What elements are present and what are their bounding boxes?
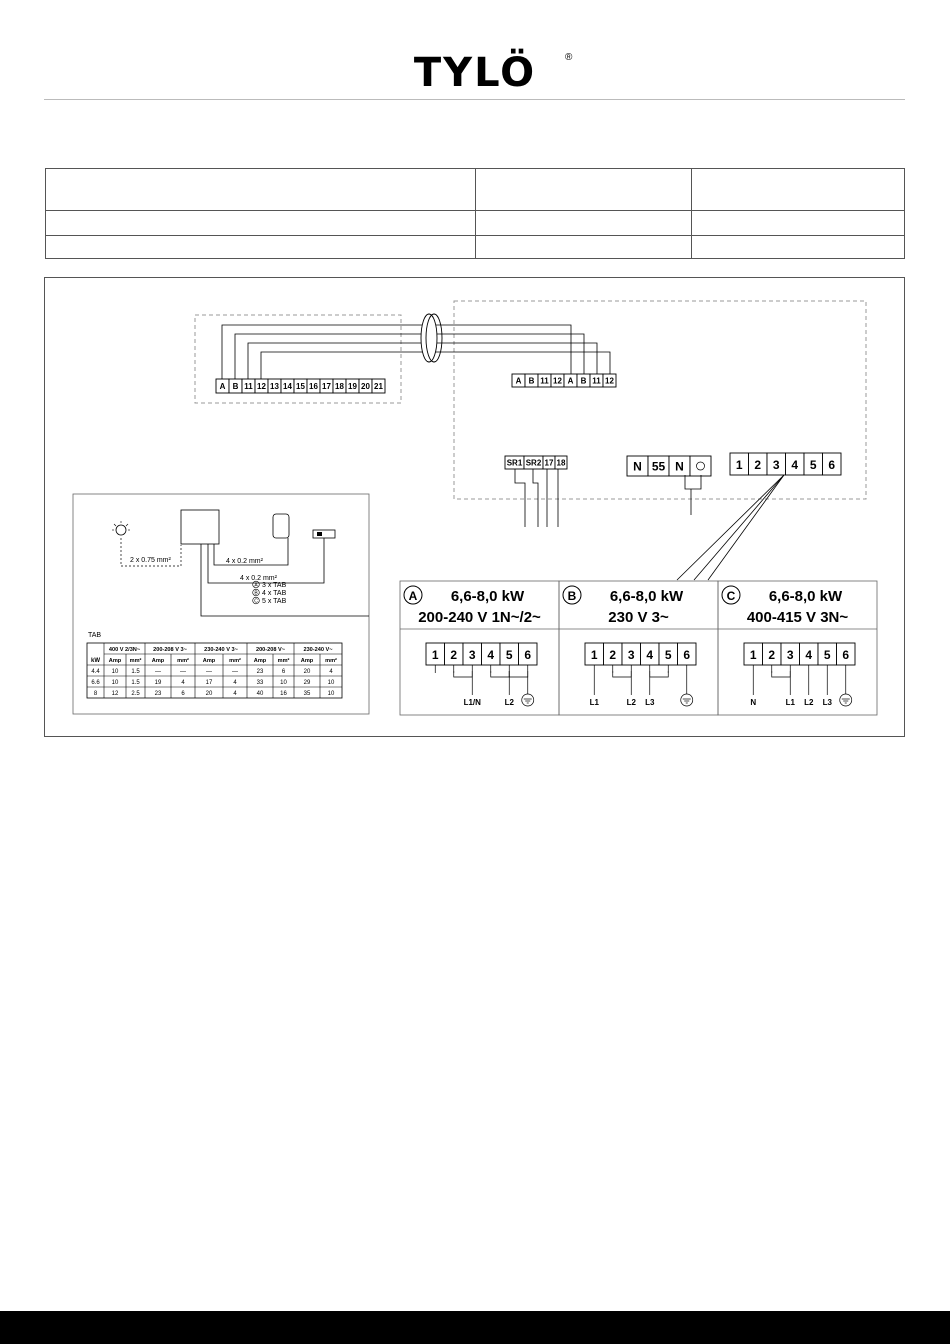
- cp-terminal-label: 21: [374, 382, 383, 392]
- connection-variant-c: [718, 581, 877, 715]
- mm-header: mm²: [277, 658, 290, 664]
- variant-voltage: 200-240 V 1N~/2~: [418, 609, 541, 626]
- spec-cell: [46, 211, 476, 236]
- tab-note-letter: A: [254, 582, 258, 589]
- cp-terminal-label: 14: [283, 382, 292, 392]
- variant-terminal-label: 5: [823, 647, 831, 662]
- cp-terminal-label: 12: [257, 382, 266, 392]
- table-cell: 4: [181, 680, 185, 686]
- brand-name: TYLÖ: [413, 50, 537, 92]
- switch-icon: [313, 530, 335, 538]
- table-cell: 10: [327, 680, 335, 686]
- variant-terminal-label: 6: [524, 647, 532, 662]
- variant-terminal-label: 2: [609, 647, 617, 662]
- table-cell: 16: [280, 691, 287, 697]
- kw-header: kW: [91, 658, 100, 664]
- light-lead: [685, 475, 701, 489]
- supply-terminals: [730, 453, 841, 475]
- wiring-diagram: [44, 277, 905, 737]
- table-cell: 23: [256, 669, 264, 675]
- connection-variant-b: [559, 581, 718, 715]
- supply-terminal-label: 6: [828, 457, 836, 472]
- variant-power: 6,6-8,0 kW: [768, 588, 843, 605]
- variant-terminal-label: 6: [842, 647, 850, 662]
- brand-logo: [0, 48, 950, 92]
- amp-header: Amp: [151, 658, 165, 664]
- variant-terminal-label: 3: [786, 647, 794, 662]
- spec-cell: [476, 169, 692, 211]
- table-cell: 10: [111, 680, 119, 686]
- lamp-icon: [112, 521, 130, 535]
- supply-terminal-label: 3: [772, 457, 780, 472]
- tab-note: 5 x TAB: [262, 598, 287, 605]
- table-cell: 35: [303, 691, 311, 697]
- heater-bus-terminals: [512, 374, 616, 387]
- phase-label: L1: [785, 698, 795, 707]
- light-terminals: [627, 456, 711, 476]
- phase-label: L3: [645, 698, 655, 707]
- voltage-group-header: 200-208 V 3~: [153, 647, 187, 653]
- cable-panel-label: 4 x 0.2 mm²: [240, 575, 277, 582]
- earth-icon: [840, 694, 852, 706]
- tab-note-letter: B: [254, 590, 258, 597]
- contactor-box-icon: [181, 510, 219, 544]
- voltage-group-header: 230-240 V~: [303, 647, 333, 653]
- variant-letter: B: [567, 589, 577, 603]
- spec-cell: [476, 236, 692, 259]
- footer-bar: [0, 1311, 950, 1344]
- table-cell: 23: [154, 691, 162, 697]
- spec-cell: [46, 169, 476, 211]
- table-cell: 6: [181, 691, 185, 697]
- control-panel-terminals: [216, 379, 385, 393]
- tab-note-letter: C: [254, 598, 258, 605]
- table-cell: —: [206, 669, 212, 675]
- variant-terminal-label: 1: [431, 647, 439, 662]
- bus-terminal-label: A: [567, 376, 574, 386]
- variant-terminal-label: 4: [805, 647, 813, 662]
- connection-variant-a: [400, 581, 559, 715]
- table-cell: 20: [205, 691, 213, 697]
- table-cell: 1.5: [131, 680, 140, 686]
- table-cell: —: [155, 669, 161, 675]
- table-cell: —: [180, 669, 186, 675]
- phase-label: L2: [504, 698, 514, 707]
- cable-size-table: [87, 643, 342, 698]
- tab-note: 4 x TAB: [262, 590, 287, 597]
- phase-label: N: [750, 698, 757, 707]
- sensor-terminal-label: SR2: [525, 458, 542, 468]
- bus-cable: [222, 314, 610, 379]
- spec-cell: [692, 169, 905, 211]
- variant-power: 6,6-8,0 kW: [450, 588, 525, 605]
- variant-terminal-label: 5: [505, 647, 513, 662]
- registered-mark: ®: [565, 52, 573, 63]
- supply-pointer-b: [694, 475, 784, 580]
- cp-terminal-label: 17: [322, 382, 331, 392]
- variant-letter: A: [408, 589, 418, 603]
- bus-terminal-label: 11: [540, 376, 549, 386]
- table-cell: 10: [111, 669, 119, 675]
- table-cell: 6.6: [91, 680, 100, 686]
- cable-sensor-label: 4 x 0.2 mm²: [226, 558, 263, 565]
- table-cell: 29: [303, 680, 311, 686]
- light-terminal-label: N: [633, 459, 642, 474]
- lamp-terminal-icon: [690, 456, 711, 476]
- voltage-group-header: 200-208 V~: [255, 647, 286, 653]
- variant-terminal-label: 6: [683, 647, 691, 662]
- amp-header: Amp: [108, 658, 122, 664]
- table-cell: 4: [329, 669, 333, 675]
- table-cell: 12: [111, 691, 119, 697]
- variant-terminal-label: 4: [487, 647, 495, 662]
- spec-cell: [692, 236, 905, 259]
- table-cell: —: [232, 669, 238, 675]
- variant-terminal-label: 3: [627, 647, 635, 662]
- phase-label: L3: [822, 698, 832, 707]
- variant-terminal-label: 5: [664, 647, 672, 662]
- variant-voltage: 400-415 V 3N~: [746, 609, 849, 626]
- bus-terminal-label: B: [580, 376, 587, 386]
- table-cell: 20: [303, 669, 311, 675]
- light-terminal-label: N: [675, 459, 684, 474]
- table-cell: 10: [327, 691, 335, 697]
- bus-terminal-label: 12: [605, 376, 614, 386]
- amp-header: Amp: [300, 658, 314, 664]
- table-cell: 17: [205, 680, 213, 686]
- tab-note: 3 x TAB: [262, 582, 287, 589]
- cp-terminal-label: 15: [296, 382, 305, 392]
- variant-terminal-label: 1: [749, 647, 757, 662]
- variant-terminal-label: 3: [468, 647, 476, 662]
- table-cell: 10: [280, 680, 287, 686]
- connection-variants: [400, 581, 877, 715]
- amp-header: Amp: [253, 658, 267, 664]
- variant-voltage: 230 V 3~: [608, 609, 669, 626]
- table-cell: 4: [233, 691, 237, 697]
- cp-terminal-label: B: [232, 382, 239, 392]
- variant-terminal-label: 2: [450, 647, 458, 662]
- sensor-terminals: [505, 456, 567, 469]
- variant-letter: C: [726, 589, 736, 603]
- supply-pointer-a: [677, 475, 784, 580]
- bus-terminal-label: 11: [592, 376, 601, 386]
- cp-terminal-label: 16: [309, 382, 318, 392]
- ferrite-ring: [421, 314, 437, 362]
- spec-cell: [476, 211, 692, 236]
- spec-cell: [46, 236, 476, 259]
- spec-cell: [692, 211, 905, 236]
- table-cell: 1.5: [131, 669, 140, 675]
- phase-label: L1/N: [463, 698, 481, 707]
- earth-icon: [522, 694, 534, 706]
- variant-terminal-label: 1: [590, 647, 598, 662]
- variant-terminal-label: 2: [768, 647, 776, 662]
- cp-terminal-label: A: [219, 382, 226, 392]
- supply-terminal-label: 2: [754, 457, 762, 472]
- sensor-terminal-label: 18: [556, 458, 566, 468]
- sensor-terminal-label: SR1: [506, 458, 523, 468]
- table-cell: 19: [154, 680, 162, 686]
- spec-table: [45, 168, 905, 259]
- table-cell: 2.5: [131, 691, 140, 697]
- phase-label: L1: [589, 698, 599, 707]
- mm-header: mm²: [177, 658, 189, 664]
- variant-terminal-label: 4: [646, 647, 654, 662]
- bus-terminal-label: 12: [553, 376, 562, 386]
- bus-terminal-label: B: [528, 376, 535, 386]
- mm-header: mm²: [325, 658, 337, 664]
- supply-pointer-c: [708, 475, 784, 580]
- cp-terminal-label: 18: [335, 382, 344, 392]
- mm-header: mm²: [129, 658, 142, 664]
- supply-terminal-label: 4: [791, 457, 799, 472]
- supply-terminal-label: 1: [735, 457, 743, 472]
- cp-terminal-label: 13: [270, 382, 279, 392]
- tab-title: TAB: [88, 632, 102, 639]
- sensor-icon: [273, 514, 289, 538]
- table-cell: 40: [256, 691, 264, 697]
- sensor-leads: [515, 469, 558, 527]
- sensor-terminal-label: 17: [544, 458, 554, 468]
- cable-light-label: 2 x 0.75 mm²: [130, 557, 171, 564]
- light-terminal-label: 55: [651, 459, 666, 474]
- phase-label: L2: [804, 698, 814, 707]
- bus-terminal-label: A: [515, 376, 522, 386]
- voltage-group-header: 400 V 2/3N~: [108, 647, 141, 653]
- header-divider: [44, 99, 905, 100]
- table-cell: 33: [256, 680, 264, 686]
- tab-notes: [253, 581, 287, 605]
- variant-power: 6,6-8,0 kW: [609, 588, 684, 605]
- amp-header: Amp: [202, 658, 216, 664]
- earth-icon: [681, 694, 693, 706]
- supply-terminal-label: 5: [809, 457, 817, 472]
- voltage-group-header: 230-240 V 3~: [204, 647, 238, 653]
- cp-terminal-label: 11: [244, 382, 253, 392]
- table-cell: 4: [233, 680, 237, 686]
- table-cell: 8: [93, 691, 98, 697]
- table-cell: 4.4: [91, 669, 100, 675]
- mm-header: mm²: [229, 658, 241, 664]
- cp-terminal-label: 19: [348, 382, 357, 392]
- cp-terminal-label: 20: [361, 382, 370, 392]
- table-cell: 6: [281, 669, 286, 675]
- phase-label: L2: [626, 698, 636, 707]
